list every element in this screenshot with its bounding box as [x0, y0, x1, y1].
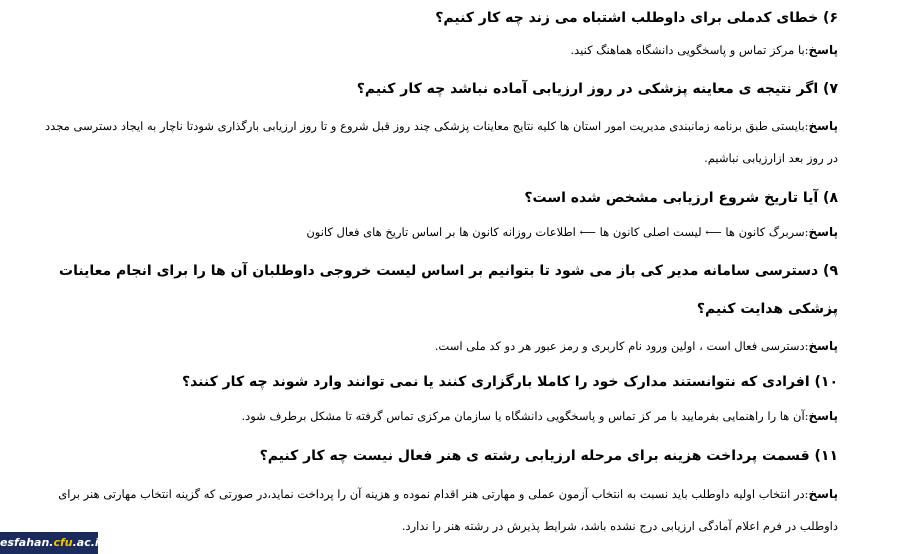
answer-text: :سربرگ کانون ها ⟵ لیست اصلی کانون ها ⟵ اطلاعات روزانه کانون ها بر اساس تاریخ های فعال کانون	[306, 225, 809, 239]
answer-text: :در انتخاب اولیه داوطلب باید نسبت به انتخاب آزمون عملی و مهارتی هنر اقدام نموده و هزینه آن را پرداخت نماید،در صورتی که گزینه انتخاب مهارتی هنر برای داوطلب در فرم اعلام آمادگی ارزیابی درج نشده باشد، شرایط پذیرش در رشته هنر را ندارد.	[58, 487, 838, 533]
answer-8	[40, 222, 838, 242]
question-7: ۷) اگر نتیجه ی معاینه پزشکی در روز ارزیابی آماده نباشد چه کار کنیم؟	[356, 81, 838, 97]
answer-label: پاسخ	[808, 119, 838, 133]
answer-10	[40, 406, 838, 426]
answer-label: پاسخ	[808, 339, 838, 353]
answer-6	[40, 40, 838, 60]
question-11: ۱۱) قسمت پرداخت هزینه برای مرحله ارزیابی رشته ی هنر فعال نیست چه کار کنیم؟	[259, 448, 838, 464]
question-6: ۶) خطای کدملی برای داوطلب اشتباه می زند چه کار کنیم؟	[435, 10, 838, 26]
answer-label: پاسخ	[808, 409, 838, 423]
answer-label: پاسخ	[808, 43, 838, 57]
answer-label: پاسخ	[808, 225, 838, 239]
question-9: ۹) دسترسی سامانه مدیر کی باز می شود تا بتوانیم بر اساس لیست خروجی داوطلبان آن ها را برای انجام معاینات پزشکی هدایت کنیم؟	[59, 263, 838, 317]
answer-9	[40, 336, 838, 356]
question-10: ۱۰) افرادی که نتوانستند مدارک خود را کاملا بارگزاری کنند یا نمی توانند وارد شوند چه کار کنند؟	[181, 374, 838, 390]
question-8: ۸) آیا تاریخ شروع ارزیابی مشخص شده است؟	[524, 190, 838, 206]
answer-7	[40, 110, 838, 174]
answer-text: :آن ها را راهنمایی بفرمایید با مر کز تماس و پاسخگویی دانشگاه یا سازمان مرکزی تماس گرفته تا مشکل برطرف شود.	[241, 409, 809, 423]
answer-11	[40, 478, 838, 542]
site-watermark: esfahan.cfu.ac.ir	[0, 532, 98, 554]
answer-text: :دسترسی فعال است ، اولین ورود نام کاربری و رمز عبور هر دو کد ملی است.	[434, 339, 809, 353]
answer-label: پاسخ	[808, 487, 838, 501]
answer-text: :بایستی طبق برنامه زمانبندی مدیریت امور استان ها کلیه نتایج معاینات پزشکی چند روز قبل شروع و تا روز ارزیابی بارگذاری شودتا ناچار به ایجاد دسترسی مجدد در روز بعد ازارزیابی نباشیم.	[45, 119, 838, 165]
answer-text: :با مرکز تماس و پاسخگویی دانشگاه هماهنگ کنید.	[570, 43, 809, 57]
